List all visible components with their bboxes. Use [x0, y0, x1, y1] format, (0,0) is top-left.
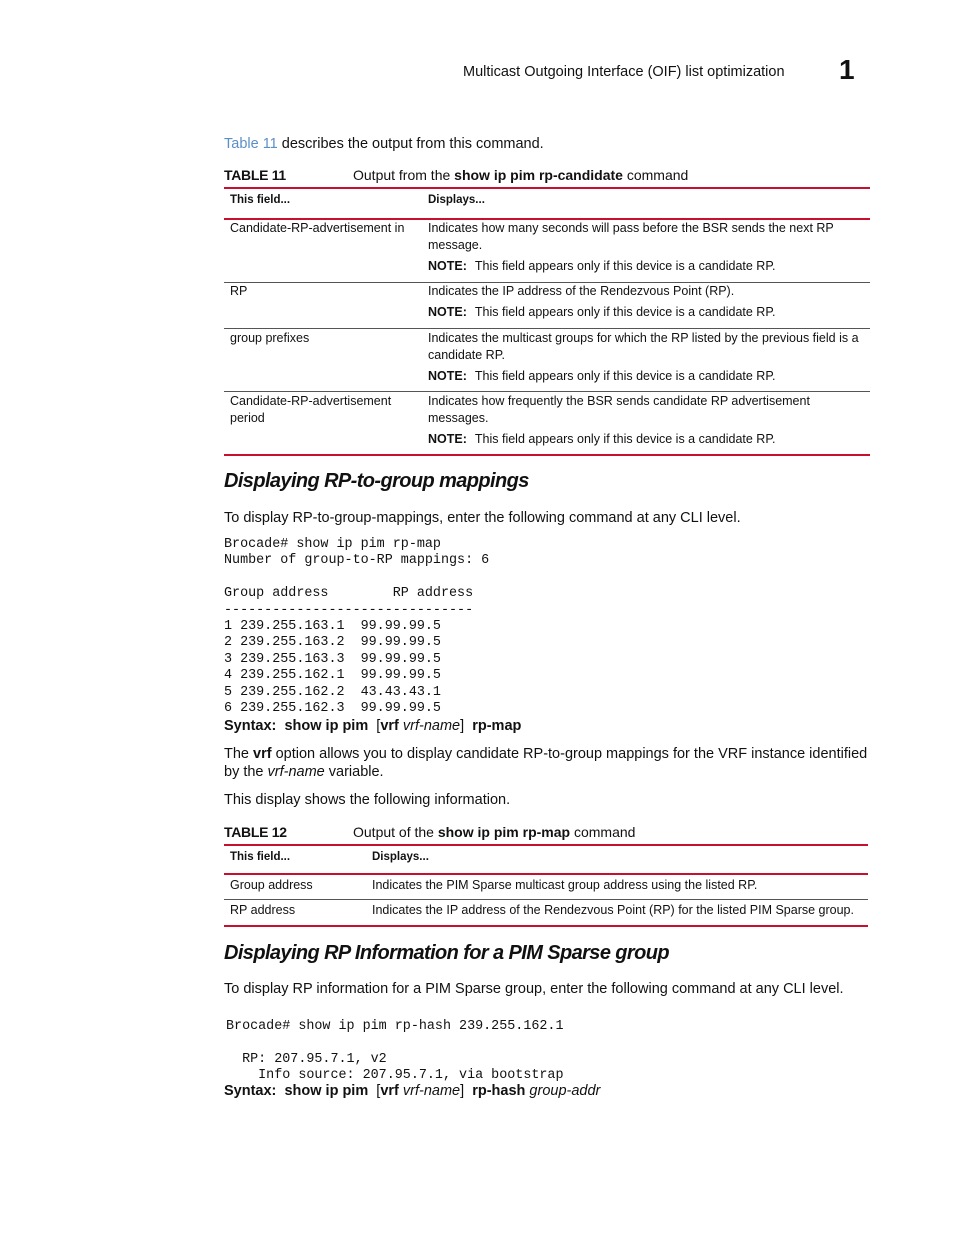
table-12-col2-header: Displays... [372, 851, 429, 863]
table-11-link[interactable]: Table 11 [224, 136, 278, 152]
section-1-paragraph: To display RP-to-group-mappings, enter the following command at any CLI level. [224, 510, 741, 526]
rp-hash-syntax: Syntax: show ip pim [vrf vrf-name] rp-hash group-addr [224, 1083, 601, 1099]
section-2-paragraph: To display RP information for a PIM Sparse group, enter the following command at any CLI level. [224, 981, 844, 997]
chapter-number: 1 [839, 54, 855, 85]
table-12-row-1-field: Group address [230, 878, 313, 892]
table-11-row-1-note: NOTE: This field appears only if this device is a candidate RP. [428, 259, 776, 273]
intro-paragraph: Table 11 describes the output from this command. [224, 136, 544, 152]
table-11-row-2-desc: Indicates the IP address of the Rendezvous Point (RP). [428, 284, 735, 298]
table-12-row-1-desc: Indicates the PIM Sparse multicast group address using the listed RP. [372, 878, 758, 892]
display-info-paragraph: This display shows the following information. [224, 792, 511, 808]
table-12-row-2-desc: Indicates the IP address of the Rendezvous Point (RP) for the listed PIM Sparse group. [372, 903, 854, 917]
rp-hash-command-output: Brocade# show ip pim rp-hash 239.255.162.1 RP: 207.95.7.1, v2 Info source: 207.95.7.1, via bootstrap [226, 1019, 564, 1084]
table-12-col1-header: This field... [230, 851, 291, 863]
table-11-row-4-field: Candidate-RP-advertisement period [230, 394, 392, 425]
table-11-caption: TABLE 11 Output from the show ip pim rp-candidate command [224, 167, 689, 183]
table-12-row-2-field: RP address [230, 903, 296, 917]
table-11-row-2-field: RP [230, 284, 248, 298]
table-11-row-3-field: group prefixes [230, 331, 310, 345]
rp-map-command-output: Brocade# show ip pim rp-map Number of group-to-RP mappings: 6 Group address RP address ------------------------------- 1 239.255.163.1 99.99.99.5 2 239.255.163.2 99.99.99.5 3 239.255.163.3 99.99.99.5 4 239.255.162.1 99.99.99.5 5 239.255.162.2 43.43.43.1 6 239.255.162.3 99.99.99.5 [224, 537, 490, 717]
table-11-row-1-desc: Indicates how many seconds will pass before the BSR sends the next RP message. [428, 221, 834, 252]
running-header-title: Multicast Outgoing Interface (OIF) list optimization [463, 64, 785, 80]
table-12-row-divider [224, 899, 868, 900]
table-11-col1-header: This field... [230, 194, 291, 206]
table-12-bottom-rule [224, 925, 868, 927]
table-11-top-rule [224, 187, 870, 189]
section-heading-rp-to-group: Displaying RP-to-group mappings [224, 470, 529, 492]
table-11-bottom-rule [224, 454, 870, 456]
table-11-row-3-note: NOTE: This field appears only if this device is a candidate RP. [428, 369, 776, 383]
table-12-header-rule [224, 873, 868, 875]
table-11-col2-header: Displays... [428, 194, 485, 206]
table-11-row-1-field: Candidate-RP-advertisement in [230, 221, 405, 235]
table-11-row-divider [224, 328, 870, 329]
vrf-option-paragraph: The vrf option allows you to display candidate RP-to-group mappings for the VRF instance identified by the vrf-name variable. [224, 746, 868, 780]
table-12-top-rule [224, 844, 868, 846]
rp-map-syntax: Syntax: show ip pim [vrf vrf-name] rp-map [224, 718, 522, 734]
table-11-row-2-note: NOTE: This field appears only if this device is a candidate RP. [428, 305, 776, 319]
table-12-caption: TABLE 12 Output of the show ip pim rp-map command [224, 824, 636, 840]
table-11-row-3-desc: Indicates the multicast groups for which the RP listed by the previous field is a candidate RP. [428, 331, 859, 362]
section-heading-rp-info: Displaying RP Information for a PIM Sparse group [224, 942, 669, 964]
table-11-row-divider [224, 391, 870, 392]
table-11-row-4-desc: Indicates how frequently the BSR sends candidate RP advertisement messages. [428, 394, 810, 425]
table-11-row-4-note: NOTE: This field appears only if this device is a candidate RP. [428, 432, 776, 446]
